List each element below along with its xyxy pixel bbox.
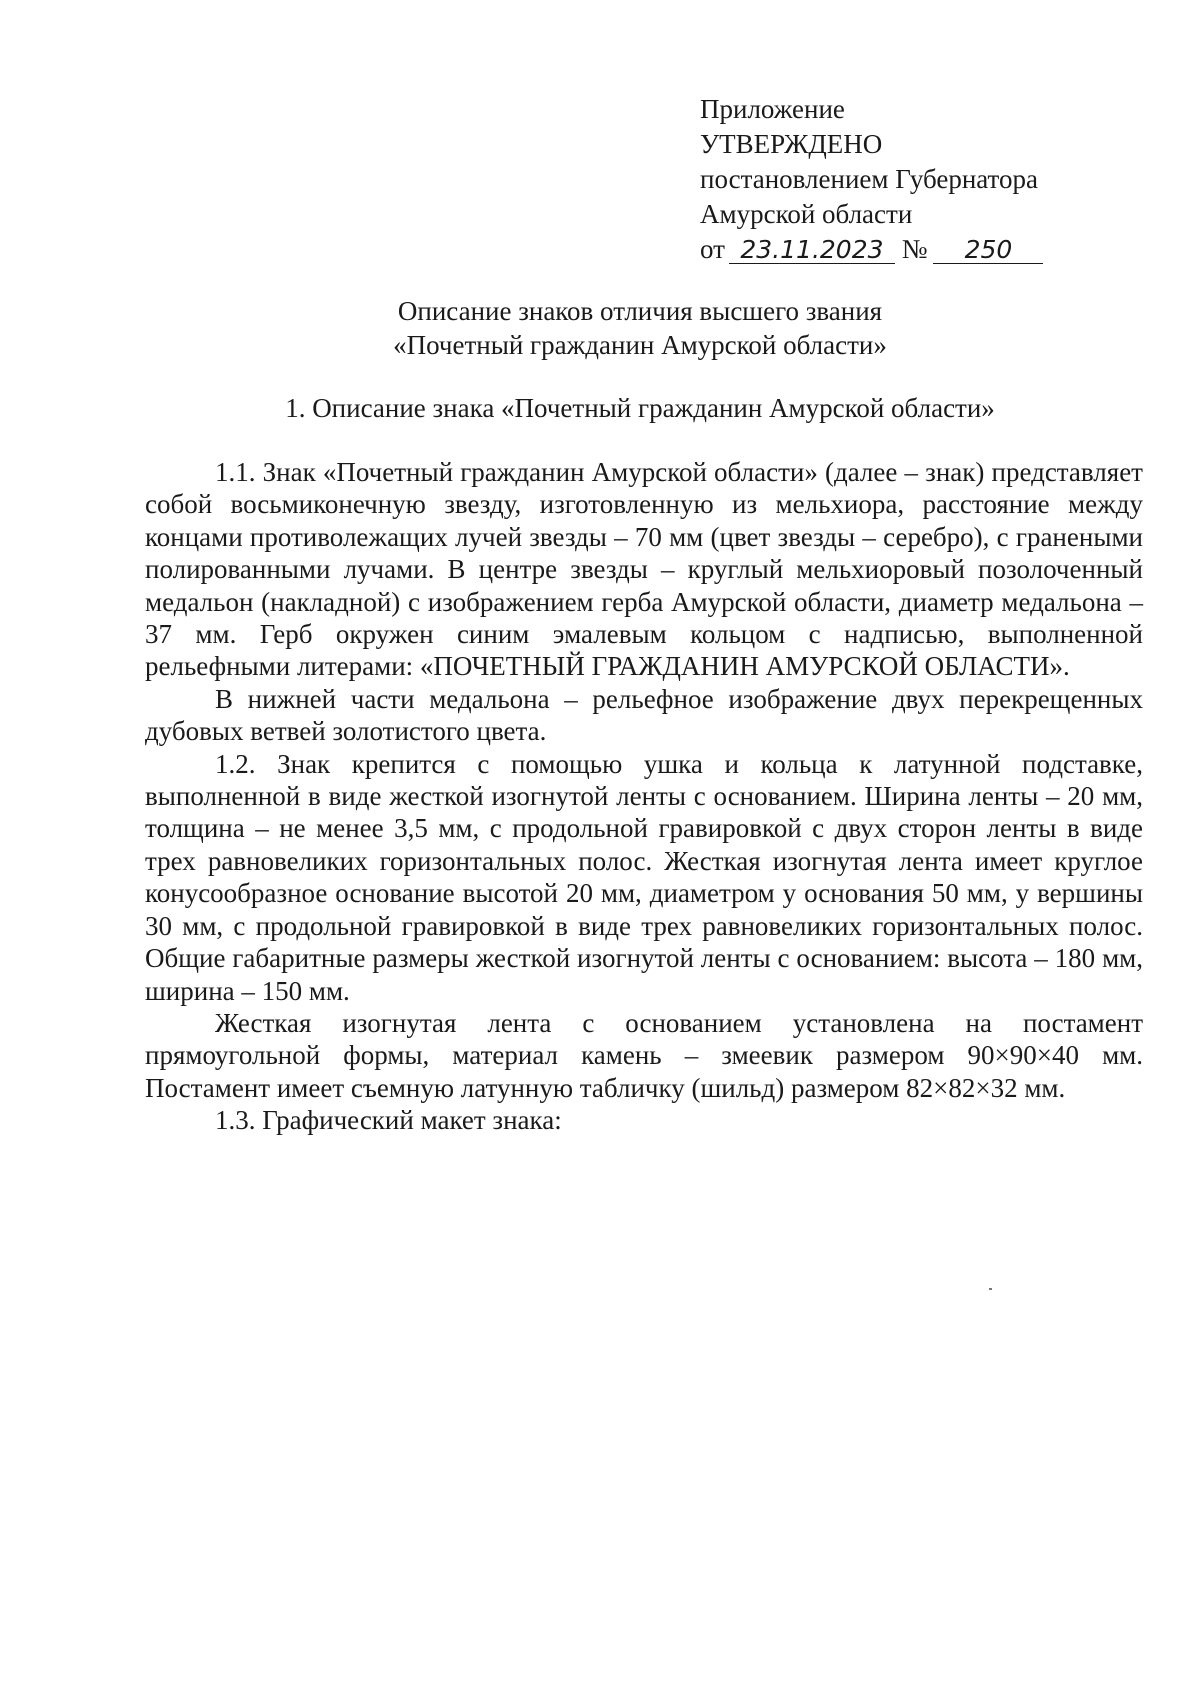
paragraph-medallion: В нижней части медальона – рельефное изображение двух перекрещенных дубовых ветвей золотистого цвета. bbox=[145, 683, 1143, 747]
scan-speck bbox=[989, 1288, 992, 1290]
handwritten-date: 23.11.2023 bbox=[729, 237, 895, 264]
approval-decree-label: постановлением Губернатора bbox=[700, 164, 1038, 194]
section-body bbox=[145, 456, 1143, 1137]
paragraph-pedestal: Жесткая изогнутая лента с основанием установлена на постамент прямоугольной формы, материал камень – змеевик размером 90×90×40 мм. Постамент имеет съемную латунную табличку (шильд) размером 82×82×32 мм. bbox=[145, 1007, 1143, 1103]
approval-approved-label: УТВЕРЖДЕНО bbox=[700, 129, 883, 159]
section-heading: 1. Описание знака «Почетный гражданин Амурской области» bbox=[285, 393, 995, 423]
handwritten-number: 250 bbox=[933, 237, 1043, 264]
title-line-2: «Почетный гражданин Амурской области» bbox=[393, 330, 887, 360]
paragraph-1-2: 1.2. Знак крепится с помощью ушка и кольца к латунной подставке, выполненной в виде жесткой изогнутой ленты с основанием. Ширина ленты – 20 мм, толщина – не менее 3,5 мм, с продольной гравировкой с двух сторон ленты в виде трех равновеликих горизонтальных полос. Жесткая изогнутая лента имеет круглое конусообразное основание высотой 20 мм, диаметром у основания 50 мм, у вершины 30 мм, с продольной гравировкой в виде трех равновеликих горизонтальных полос. Общие габаритные размеры жесткой изогнутой ленты с основанием: высота – 180 мм, ширина – 150 мм. bbox=[145, 748, 1143, 1006]
title-line-1: Описание знаков отличия высшего звания bbox=[397, 296, 883, 326]
paragraph-1-1: 1.1. Знак «Почетный гражданин Амурской области» (далее – знак) представляет собой восьмиконечную звезду, изготовленную из мельхиора, расстояние между концами противолежащих лучей звезды – 70 мм (цвет звезды – серебро), с гранеными полированными лучами. В центре звезды – круглый мельхиоровый позолоченный медальон (накладной) с изображением герба Амурской области, диаметр медальона – 37 мм. Герб окружен синим эмалевым кольцом с надписью, выполненной рельефными литерами: «ПОЧЕТНЫЙ ГРАЖДАНИН АМУРСКОЙ ОБЛАСТИ». bbox=[145, 457, 1143, 682]
paragraph-1-3: 1.3. Графический макет знака: bbox=[215, 1105, 562, 1136]
document-title bbox=[140, 294, 1140, 362]
approval-region-label: Амурской области bbox=[700, 199, 913, 229]
date-prefix: от bbox=[700, 234, 725, 264]
approval-date-line bbox=[700, 232, 1140, 267]
approval-appendix-label: Приложение bbox=[700, 94, 845, 124]
approval-block bbox=[700, 92, 1140, 267]
number-prefix: № bbox=[901, 234, 928, 264]
